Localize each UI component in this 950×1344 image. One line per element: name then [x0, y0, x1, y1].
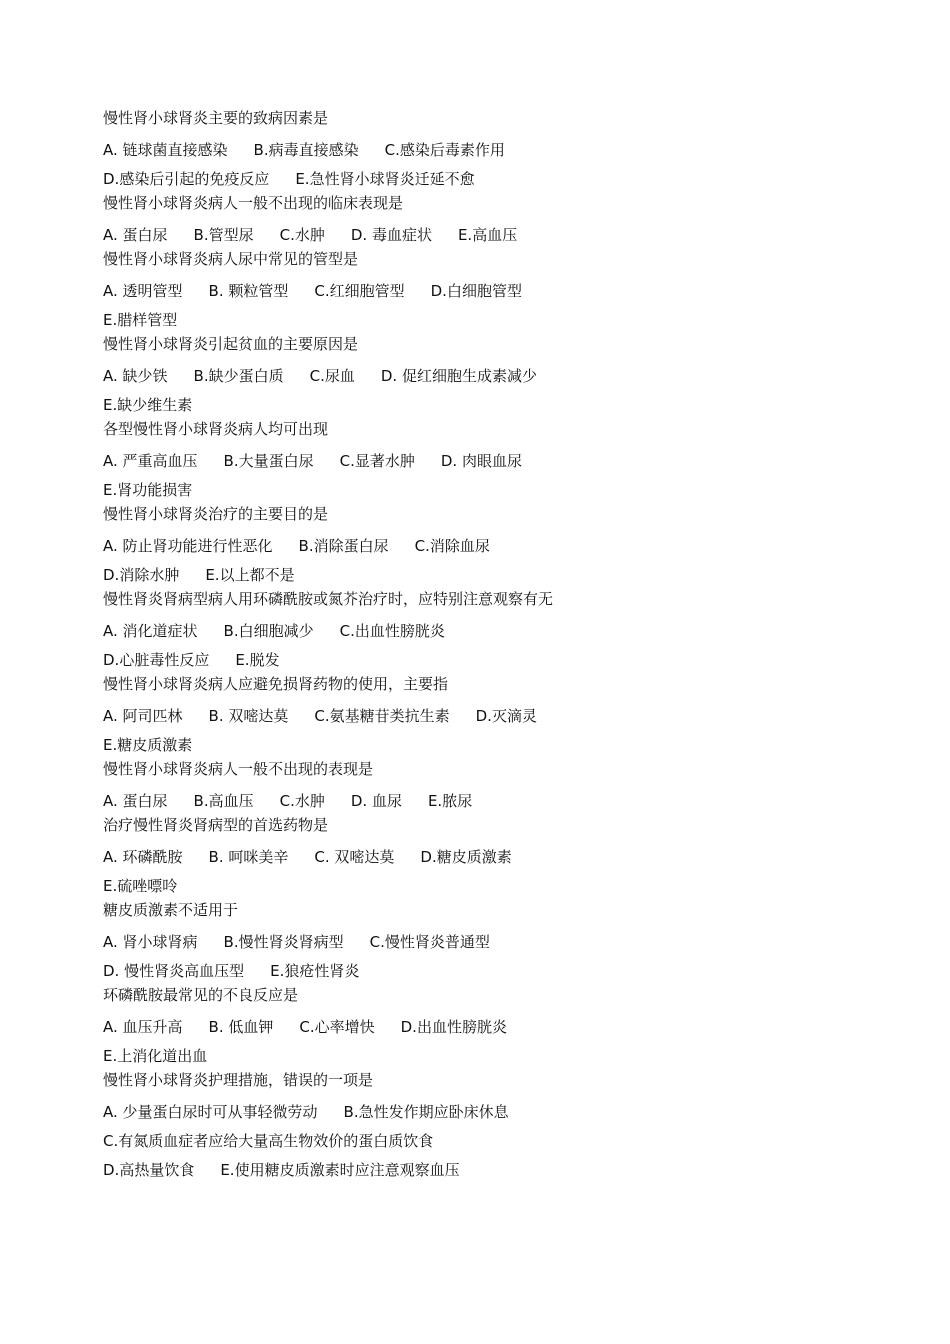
option-line [103, 308, 923, 332]
option-line [103, 449, 923, 473]
answer-option: D. 促红细胞生成素减少 [380, 367, 537, 385]
answer-option: C.感染后毒素作用 [384, 141, 505, 159]
answer-option: E.高血压 [457, 226, 518, 244]
answer-option: C.出血性膀胱炎 [339, 622, 445, 640]
answer-option: C.慢性肾炎普通型 [369, 933, 490, 951]
question-stem: 慢性肾小球肾炎病人应避免损肾药物的使用，主要指 [103, 675, 449, 693]
answer-option: A. 链球菌直接感染 [103, 141, 228, 159]
answer-option: A. 严重高血压 [103, 452, 198, 470]
answer-option: D.灭滴灵 [475, 707, 537, 725]
option-line [103, 279, 923, 303]
option-line [103, 534, 923, 558]
answer-option: E.脱发 [235, 651, 280, 669]
answer-option: C.心率增快 [299, 1018, 375, 1036]
answer-option: C.显著水肿 [339, 452, 415, 470]
option-line [103, 619, 923, 643]
answer-option: A. 蛋白尿 [103, 226, 168, 244]
option-line [103, 138, 923, 162]
question-item [103, 332, 923, 417]
answer-option: C. 双嘧达莫 [314, 848, 395, 866]
option-line [103, 478, 923, 502]
option-line [103, 874, 923, 898]
question-item [103, 191, 923, 247]
answer-option: E.脓尿 [427, 792, 473, 810]
question-stem: 慢性肾小球肾炎护理措施，错误的一项是 [103, 1071, 374, 1089]
option-line [103, 845, 923, 869]
answer-option: C.尿血 [309, 367, 355, 385]
answer-option: B.管型尿 [193, 226, 254, 244]
answer-option: C.红细胞管型 [314, 282, 405, 300]
answer-option: A. 少量蛋白尿时可从事轻微劳动 [103, 1103, 318, 1121]
question-item [103, 757, 923, 813]
answer-option: E.以上都不是 [205, 566, 295, 584]
option-line [103, 1158, 923, 1182]
question-stem: 环磷酰胺最常见的不良反应是 [103, 986, 299, 1004]
option-line [103, 223, 923, 247]
option-line [103, 1100, 923, 1124]
answer-option: B.慢性肾炎肾病型 [223, 933, 344, 951]
question-item [103, 983, 923, 1068]
answer-option: E.上消化道出血 [103, 1047, 208, 1065]
answer-option: D.出血性膀胱炎 [400, 1018, 507, 1036]
answer-option: D.心脏毒性反应 [103, 651, 210, 669]
answer-option: A. 阿司匹林 [103, 707, 183, 725]
answer-option: A. 蛋白尿 [103, 792, 168, 810]
answer-option: E.使用糖皮质激素时应注意观察血压 [220, 1161, 460, 1179]
question-stem: 慢性肾小球肾炎病人一般不出现的表现是 [103, 760, 374, 778]
answer-option: E.肾功能损害 [103, 481, 193, 499]
answer-option: B.消除蛋白尿 [298, 537, 389, 555]
answer-option: B.大量蛋白尿 [223, 452, 314, 470]
question-item [103, 672, 923, 757]
answer-option: E.狼疮性肾炎 [270, 962, 360, 980]
option-line [103, 648, 923, 672]
answer-option: B. 呵咪美辛 [208, 848, 289, 866]
option-line [103, 167, 923, 191]
answer-option: D.白细胞管型 [430, 282, 522, 300]
answer-option: D.糖皮质激素 [420, 848, 512, 866]
question-item [103, 898, 923, 983]
option-line [103, 393, 923, 417]
answer-option: A. 消化道症状 [103, 622, 198, 640]
answer-option: D.高热量饮食 [103, 1161, 195, 1179]
answer-option: D. 慢性肾炎高血压型 [103, 962, 245, 980]
question-item [103, 502, 923, 587]
answer-option: C.水肿 [279, 792, 325, 810]
answer-option: D. 肉眼血尿 [440, 452, 522, 470]
answer-option: D.消除水肿 [103, 566, 180, 584]
answer-option: C.有氮质血症者应给大量高生物效价的蛋白质饮食 [103, 1132, 434, 1150]
answer-option: E.糖皮质激素 [103, 736, 193, 754]
answer-option: D.感染后引起的免疫反应 [103, 170, 270, 188]
document-page [103, 106, 923, 1182]
option-line [103, 930, 923, 954]
answer-option: A. 防止肾功能进行性恶化 [103, 537, 273, 555]
answer-option: B.缺少蛋白质 [193, 367, 284, 385]
answer-option: B. 双嘧达莫 [208, 707, 289, 725]
answer-option: D. 血尿 [350, 792, 402, 810]
question-stem: 各型慢性肾小球肾炎病人均可出现 [103, 420, 329, 438]
answer-option: E.硫唑嘌呤 [103, 877, 178, 895]
answer-option: A. 缺少铁 [103, 367, 168, 385]
answer-option: D. 毒血症状 [350, 226, 432, 244]
question-stem: 慢性肾小球肾炎引起贫血的主要原因是 [103, 335, 359, 353]
answer-option: A. 血压升高 [103, 1018, 183, 1036]
answer-option: C.水肿 [279, 226, 325, 244]
question-stem: 慢性肾炎肾病型病人用环磷酰胺或氮芥治疗时，应特别注意观察有无 [103, 590, 554, 608]
answer-option: C.消除血尿 [414, 537, 490, 555]
question-stem: 糖皮质激素不适用于 [103, 901, 239, 919]
question-item [103, 813, 923, 898]
answer-option: B. 低血钾 [208, 1018, 274, 1036]
question-stem: 慢性肾小球肾炎病人一般不出现的临床表现是 [103, 194, 404, 212]
question-item [103, 106, 923, 191]
option-line [103, 1129, 923, 1153]
option-line [103, 364, 923, 388]
option-line [103, 789, 923, 813]
question-item [103, 1068, 923, 1182]
option-line [103, 1015, 923, 1039]
answer-option: B. 颗粒管型 [208, 282, 289, 300]
question-item [103, 417, 923, 502]
question-stem: 慢性肾小球肾炎病人尿中常见的管型是 [103, 250, 359, 268]
option-line [103, 563, 923, 587]
answer-option: B.白细胞减少 [223, 622, 314, 640]
question-item [103, 247, 923, 332]
answer-option: A. 肾小球肾病 [103, 933, 198, 951]
question-stem: 治疗慢性肾炎肾病型的首选药物是 [103, 816, 329, 834]
answer-option: E.腊样管型 [103, 311, 178, 329]
answer-option: C.氨基糖苷类抗生素 [314, 707, 450, 725]
answer-option: B.病毒直接感染 [253, 141, 359, 159]
option-line [103, 704, 923, 728]
answer-option: B.高血压 [193, 792, 254, 810]
answer-option: E.缺少维生素 [103, 396, 193, 414]
answer-option: B.急性发作期应卧床休息 [343, 1103, 509, 1121]
question-item [103, 587, 923, 672]
question-stem: 慢性肾小球肾炎主要的致病因素是 [103, 109, 329, 127]
option-line [103, 1044, 923, 1068]
question-stem: 慢性肾小球肾炎治疗的主要目的是 [103, 505, 329, 523]
answer-option: A. 环磷酰胺 [103, 848, 183, 866]
answer-option: E.急性肾小球肾炎迁延不愈 [295, 170, 475, 188]
option-line [103, 733, 923, 757]
answer-option: A. 透明管型 [103, 282, 183, 300]
option-line [103, 959, 923, 983]
